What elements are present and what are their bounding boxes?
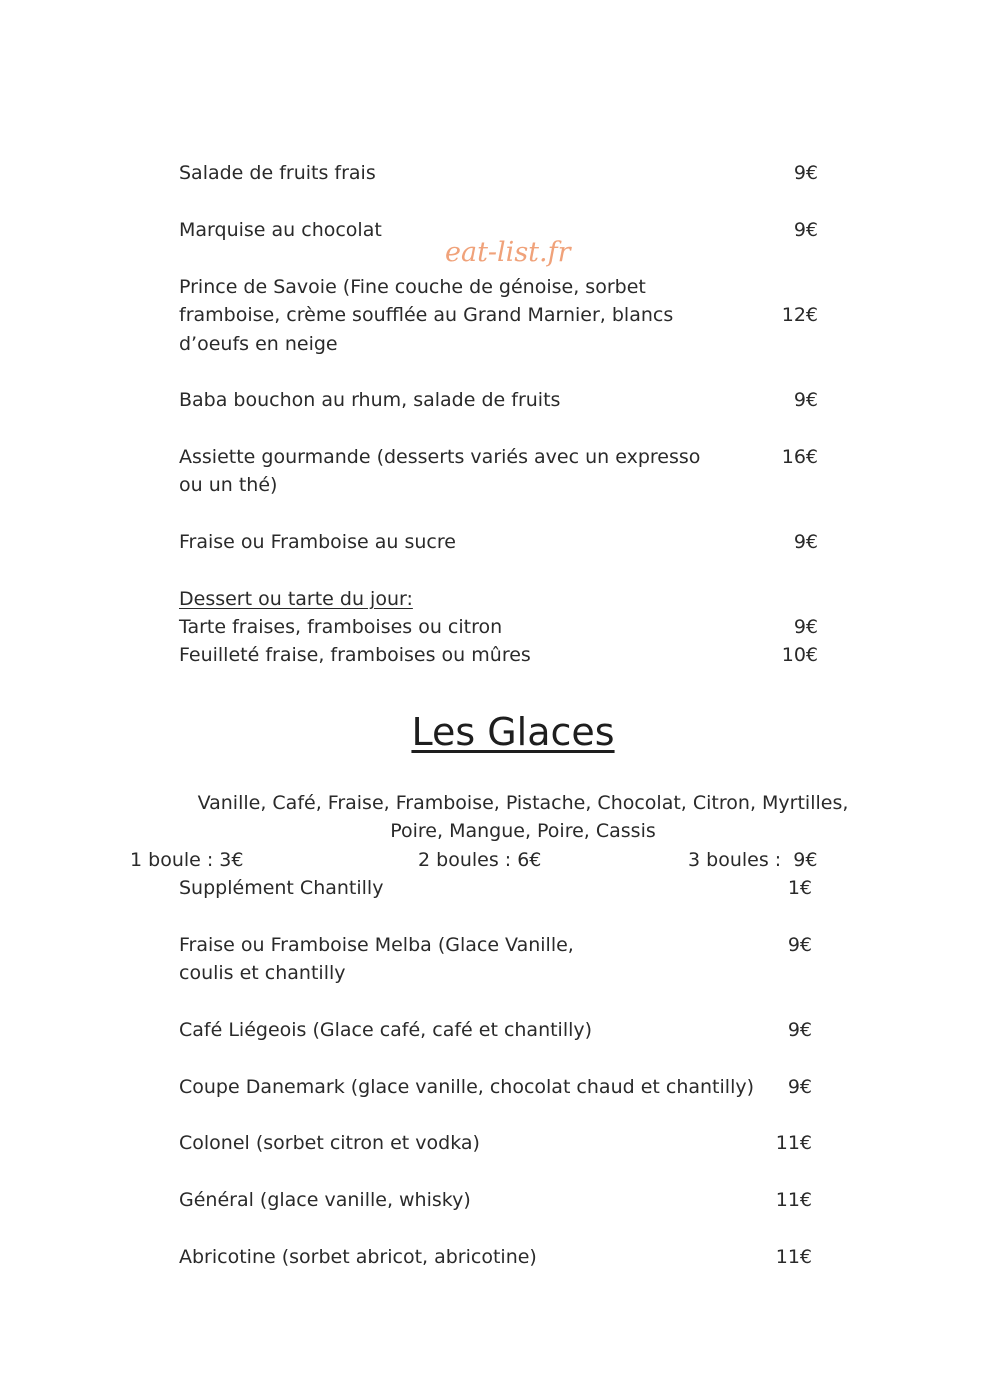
- dessert-item-price: 9€: [793, 219, 818, 241]
- glace-item-price: 1€: [787, 877, 812, 899]
- scoop-price-three: 3 boules : 9€: [688, 849, 818, 871]
- glace-item-label: Général (glace vanille, whisky): [179, 1189, 471, 1211]
- glace-item-label: Café Liégeois (Glace café, café et chantilly): [179, 1019, 593, 1041]
- dessert-du-jour-item-price: 10€: [781, 644, 818, 666]
- glace-item-price: 9€: [787, 1019, 812, 1041]
- flavors-line: Vanille, Café, Fraise, Framboise, Pistache, Chocolat, Citron, Myrtilles,: [197, 792, 849, 814]
- glace-item-label: Fraise ou Framboise Melba (Glace Vanille,: [179, 934, 574, 956]
- dessert-item-label: Assiette gourmande (desserts variés avec un expresso: [179, 446, 701, 468]
- glace-item-price: 9€: [787, 934, 812, 956]
- dessert-item-label: ou un thé): [179, 474, 278, 496]
- glace-item-label: Abricotine (sorbet abricot, abricotine): [179, 1246, 537, 1268]
- flavors-line: Poire, Mangue, Poire, Cassis: [390, 820, 656, 842]
- glace-item-price: 11€: [775, 1246, 812, 1268]
- glace-item-label: coulis et chantilly: [179, 962, 346, 984]
- glace-item-label: Supplément Chantilly: [179, 877, 384, 899]
- dessert-du-jour-item-label: Tarte fraises, framboises ou citron: [179, 616, 503, 638]
- dessert-item-price: 16€: [781, 446, 818, 468]
- glace-item-price: 11€: [775, 1132, 812, 1154]
- dessert-du-jour-item-price: 9€: [793, 616, 818, 638]
- scoop-price-one: 1 boule : 3€: [130, 849, 244, 871]
- glace-item-label: Coupe Danemark (glace vanille, chocolat chaud et chantilly): [179, 1076, 755, 1098]
- glace-item-label: Colonel (sorbet citron et vodka): [179, 1132, 480, 1154]
- glace-item-price: 11€: [775, 1189, 812, 1211]
- dessert-du-jour-item-label: Feuilleté fraise, framboises ou mûres: [179, 644, 531, 666]
- dessert-item-label: Baba bouchon au rhum, salade de fruits: [179, 389, 561, 411]
- dessert-item-price: 9€: [793, 162, 818, 184]
- dessert-du-jour-heading: Dessert ou tarte du jour:: [179, 588, 413, 610]
- scoop-price-two: 2 boules : 6€: [418, 849, 542, 871]
- glace-item-price: 9€: [787, 1076, 812, 1098]
- dessert-item-label: Prince de Savoie (Fine couche de génoise, sorbet: [179, 276, 646, 298]
- dessert-item-label: framboise, crème soufflée au Grand Marnier, blancs: [179, 304, 674, 326]
- dessert-item-label: Salade de fruits frais: [179, 162, 376, 184]
- dessert-item-label: d’oeufs en neige: [179, 333, 338, 355]
- dessert-item-price: 9€: [793, 389, 818, 411]
- dessert-item-label: Marquise au chocolat: [179, 219, 382, 241]
- watermark-text: eat-list.fr: [445, 237, 571, 268]
- section-title-glaces: Les Glaces: [411, 710, 615, 754]
- dessert-item-price: 9€: [793, 531, 818, 553]
- dessert-item-label: Fraise ou Framboise au sucre: [179, 531, 456, 553]
- dessert-item-price: 12€: [781, 304, 818, 326]
